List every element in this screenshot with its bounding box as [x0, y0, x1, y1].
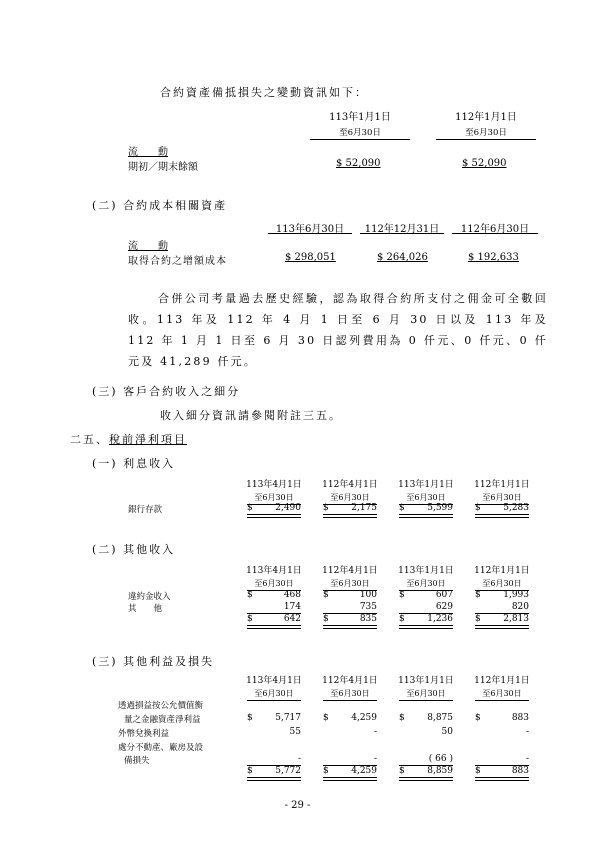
row-label-fx: 外幣兌換利益	[118, 729, 170, 739]
page-number: - 29 -	[284, 800, 311, 811]
col-head-line2: 至6月30日	[406, 493, 446, 502]
revenue-breakdown-title: (三) 客戶合約收入之細分	[92, 385, 241, 398]
fvtpl-c4: $ 883	[475, 713, 529, 723]
col-head-line2: 至6月30日	[339, 128, 381, 138]
fx-c2: -	[373, 727, 377, 737]
col-head-line2: 至6月30日	[482, 493, 522, 502]
disposal-c2: -	[373, 754, 377, 764]
col-head-line1: 113年1月1日	[329, 112, 391, 123]
col-head-3	[393, 477, 459, 503]
col-head-line2: 至6月30日	[482, 689, 522, 698]
interest-c1: $ 2,490	[247, 503, 301, 513]
fx-c4: -	[525, 727, 529, 737]
col-head-line2: 至6月30日	[406, 689, 446, 698]
col-head-line2: 至6月30日	[254, 689, 294, 698]
current-header: 流 動	[128, 147, 168, 158]
balance-112: $ 52,090	[462, 158, 507, 169]
revenue-breakdown-text: 收入細分資訊請參閱附註三五。	[160, 409, 342, 422]
other-income-total-2: $ 835	[323, 614, 377, 624]
other-gains-total-1: $ 5,772	[247, 766, 301, 776]
col-head-2	[317, 477, 383, 503]
col-head-line1: 113年4月1日	[246, 676, 302, 686]
current-header: 流 動	[128, 241, 168, 252]
row-label-cost: 取得合約之增額成本	[128, 256, 227, 267]
cost-value-3: $ 192,633	[468, 252, 519, 263]
cost-col-3: 112年6月30日	[460, 224, 530, 235]
col-head-line2: 至6月30日	[330, 689, 370, 698]
balance-113: $ 52,090	[336, 158, 381, 169]
col-head-1	[241, 673, 307, 699]
col-head-line1: 112年4月1日	[322, 676, 378, 686]
col-head-line2: 至6月30日	[406, 579, 446, 588]
col-head-112	[436, 108, 536, 138]
row-label-penalty: 違約金收入	[128, 592, 171, 602]
fx-c3: 50	[441, 727, 453, 737]
other-gains-total-2: $ 4,259	[323, 766, 377, 776]
col-head-4	[469, 673, 535, 699]
penalty-c2: $ 100	[323, 590, 377, 600]
interest-c2: $ 2,175	[323, 503, 377, 513]
other-c4: 820	[511, 602, 529, 612]
other-c2: 735	[359, 602, 377, 612]
col-head-line1: 112年1月1日	[474, 676, 530, 686]
row-label-disposal-2: 備損失	[124, 756, 150, 766]
col-head-113	[310, 108, 410, 138]
allowance-intro: 合約資產備抵損失之變動資訊如下：	[160, 86, 368, 99]
fvtpl-c3: $ 8,875	[399, 713, 453, 723]
col-head-line1: 113年1月1日	[398, 566, 454, 576]
col-head-line1: 112年1月1日	[474, 480, 530, 490]
col-head-line2: 至6月30日	[254, 579, 294, 588]
other-gains-title: (三) 其他利益及損失	[92, 655, 215, 668]
fvtpl-c1: $ 5,717	[247, 713, 301, 723]
fvtpl-c2: $ 4,259	[323, 713, 377, 723]
interest-c3: $ 5,599	[399, 503, 453, 513]
penalty-c1: $ 468	[247, 590, 301, 600]
other-gains-total-4: $ 883	[475, 766, 529, 776]
cost-value-2: $ 264,026	[377, 252, 428, 263]
row-label-other: 其 他	[128, 604, 163, 614]
other-income-title: (二) 其他收入	[92, 543, 176, 556]
col-head-line2: 至6月30日	[482, 579, 522, 588]
col-head-4	[469, 477, 535, 503]
col-head-4	[469, 563, 535, 589]
cost-value-1: $ 298,051	[285, 252, 336, 263]
row-label-fvtpl-1: 透過損益按公允價值衡	[118, 701, 204, 711]
row-label-disposal-1: 處分不動產、廠房及設	[118, 743, 204, 753]
other-income-total-1: $ 642	[247, 614, 301, 624]
other-income-total-4: $ 2,813	[475, 614, 529, 624]
other-c1: 174	[283, 602, 301, 612]
col-head-line1: 113年4月1日	[246, 480, 302, 490]
note-25-heading	[70, 431, 187, 447]
penalty-c3: $ 607	[399, 590, 453, 600]
note-25-title: 稅前淨利項目	[109, 433, 187, 446]
col-head-line1: 112年4月1日	[322, 480, 378, 490]
col-head-line2: 至6月30日	[465, 128, 507, 138]
disposal-c3: ( 66 )	[428, 754, 453, 764]
cost-col-1: 113年6月30日	[275, 224, 345, 235]
row-label-balance: 期初／期末餘額	[128, 162, 198, 173]
other-income-total-3: $ 1,236	[399, 614, 453, 624]
col-head-2	[317, 563, 383, 589]
col-head-line2: 至6月30日	[254, 493, 294, 502]
contract-cost-title: (二) 合約成本相關資產	[92, 199, 228, 212]
col-head-line1: 112年1月1日	[455, 112, 517, 123]
disposal-c1: -	[297, 754, 301, 764]
other-gains-total-3: $ 8,859	[399, 766, 453, 776]
col-head-3	[393, 673, 459, 699]
other-c3: 629	[435, 602, 453, 612]
col-head-line1: 112年4月1日	[322, 566, 378, 576]
col-head-line1: 113年1月1日	[398, 480, 454, 490]
col-head-1	[241, 563, 307, 589]
col-head-3	[393, 563, 459, 589]
penalty-c4: $ 1,993	[475, 590, 529, 600]
col-head-line1: 113年1月1日	[398, 676, 454, 686]
interest-c4: $ 5,283	[475, 503, 529, 513]
col-head-line1: 113年4月1日	[246, 566, 302, 576]
commission-paragraph: 合併公司考量過去歷史經驗，認為取得合約所支付之佣金可全數回收。113 年及 112 年 4 月 1 日至 6 月 30 日以及 113 年及 112 年 1 月 1 日至 6 月 30 日認列費用為 0 仟元、0 仟元、0 仟元及 41,289 仟元。	[128, 292, 548, 368]
col-head-1	[241, 477, 307, 503]
cost-col-2: 112年12月31日	[364, 224, 440, 235]
note-25-prefix: 二五、	[70, 433, 109, 446]
disposal-c4: -	[525, 754, 529, 764]
fx-c1: 55	[289, 727, 301, 737]
col-head-2	[317, 673, 383, 699]
row-label-fvtpl-2: 量之金融資產淨利益	[124, 715, 201, 725]
col-head-line2: 至6月30日	[330, 493, 370, 502]
interest-income-title: (一) 利息收入	[92, 457, 176, 470]
col-head-line2: 至6月30日	[330, 579, 370, 588]
col-head-line1: 112年1月1日	[474, 566, 530, 576]
row-label-bank-deposit: 銀行存款	[128, 505, 163, 515]
